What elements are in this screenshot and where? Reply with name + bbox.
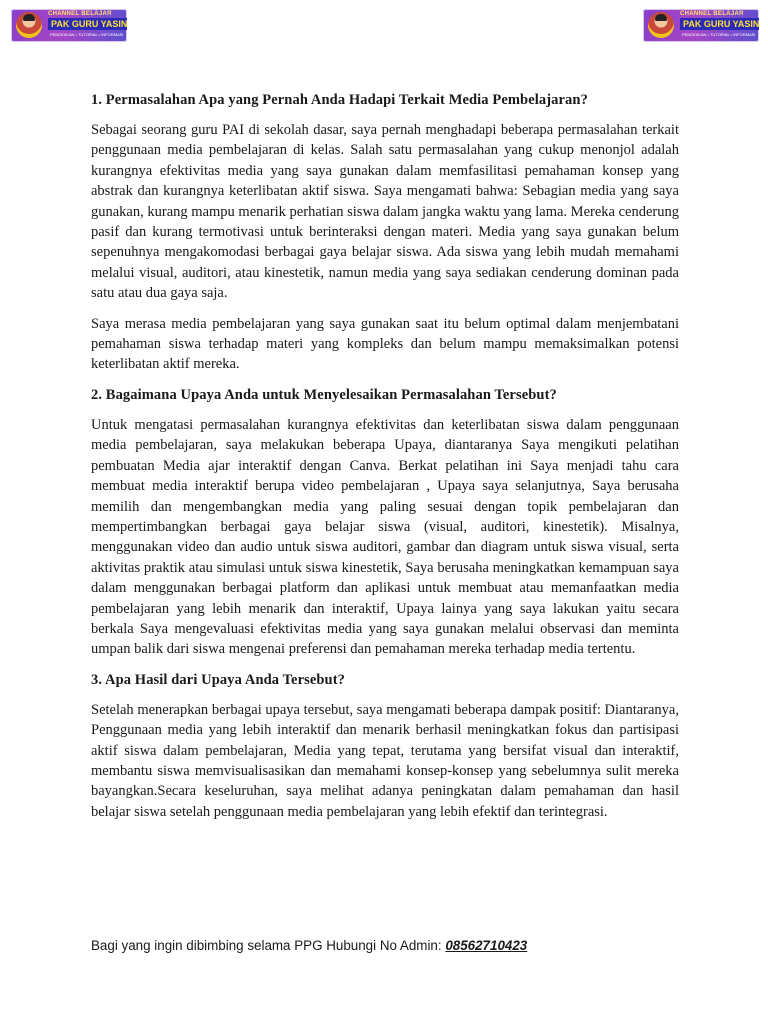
section-2-heading: 2. Bagaimana Upaya Anda untuk Menyelesaikan Permasalahan Tersebut?: [91, 386, 557, 403]
channel-logo-left: [11, 9, 127, 42]
admin-phone-link[interactable]: 08562710423: [445, 938, 528, 953]
avatar: [648, 12, 674, 38]
logo-line-2: PAK GURU YASIN: [48, 18, 127, 30]
contact-footer: [91, 938, 527, 953]
section-1-paragraph-2: Saya merasa media pembelajaran yang saya gunakan saat itu belum optimal dalam menjembatani pemahaman siswa terhadap materi yang kompleks dan belum mampu memaksimalkan potensi keterlibatan aktif mereka.: [91, 315, 679, 373]
section-1-heading: 1. Permasalahan Apa yang Pernah Anda Hadapi Terkait Media Pembelajaran?: [91, 92, 588, 108]
avatar: [16, 12, 42, 38]
section-3-paragraph-1: Setelah menerapkan berbagai upaya tersebut, saya mengamati beberapa dampak positif: Diantaranya, Penggunaan media yang lebih interaktif dan menarik berhasil meningkatkan fokus dan partisipasi aktif siswa dalam pembelajaran, Media yang tepat, terutama yang bersifat visual dan interaktif, membantu siswa memvisualisasikan dan memahami konsep-konsep yang sebelumnya sulit mereka bayangkan.Secara keseluruhan, saya melihat adanya peningkatan dalam pemahaman dan hasil belajar siswa setelah penggunaan media pembelajaran yang lebih efektif dan terintegrasi.: [91, 701, 679, 820]
document-body: [91, 90, 679, 832]
section-2-paragraph-1: Untuk mengatasi permasalahan kurangnya efektivitas dan keterlibatan siswa dalam penggunaan media pembelajaran, saya melakukan beberapa Upaya, diantaranya Saya mengikuti pelatihan pembuatan Media ajar interaktif dengan Canva. Berkat pelatihan ini Saya menjadi tahu cara membuat media interaktif berupa video pembelajaran , Upaya saya selanjutnya, Saya berusaha memilih dan mengembangkan media yang paling sesuai dengan topik pembelajaran dan mempertimbangkan berbagai gaya belajar siswa (visual, auditori, kinestetik). Misalnya, menggunakan video dan audio untuk siswa auditori, gambar dan diagram untuk siswa visual, serta aktivitas praktik atau simulasi untuk siswa kinestetik, Saya berusaha meningkatkan kemampuan saya dalam menggunakan berbagai platform dan aplikasi untuk membuat atau memanfaatkan media pembelajaran yang lebih menarik dan interaktif, Upaya lainya yang saya lakukan yaitu secara berkala Saya mengevaluasi efektivitas media yang saya gunakan melalui observasi dan meminta umpan balik dari siswa mengenai preferensi dan pemahaman mereka terhadap media tertentu.: [91, 416, 679, 658]
logo-line-2: PAK GURU YASIN: [680, 18, 759, 30]
logo-line-1: CHANNEL BELAJAR: [48, 11, 112, 17]
section-1-paragraph-1: Sebagai seorang guru PAI di sekolah dasar, saya pernah menghadapi beberapa permasalahan terkait penggunaan media pembelajaran di kelas. Salah satu permasalahan yang cukup menonjol adalah kurangnya efektivitas media yang saya gunakan dalam memfasilitasi pemahaman konsep yang abstrak dan kurangnya keterlibatan aktif siswa. Saya mengamati bahwa: Sebagian media yang saya gunakan, kurang mampu menarik perhatian siswa dalam jangka waktu yang lama. Mereka cenderung pasif dan kurang termotivasi untuk berinteraksi dengan materi. Media yang saya gunakan belum sepenuhnya mengakomodasi berbagai gaya belajar siswa. Ada siswa yang lebih mudah memahami melalui visual, auditori, atau kinestetik, namun media yang saya sediakan cenderung dominan pada satu atau dua gaya saja.: [91, 122, 679, 302]
channel-logo-right: [643, 9, 759, 42]
logo-line-1: CHANNEL BELAJAR: [680, 11, 744, 17]
logo-line-3: PENDIDIKAN • TUTORIAL • INFORMASI: [682, 32, 756, 37]
footer-text: Bagi yang ingin dibimbing selama PPG Hubungi No Admin:: [91, 938, 446, 953]
section-3-heading: 3. Apa Hasil dari Upaya Anda Tersebut?: [91, 671, 345, 688]
logo-line-3: PENDIDIKAN • TUTORIAL • INFORMASI: [50, 32, 124, 37]
